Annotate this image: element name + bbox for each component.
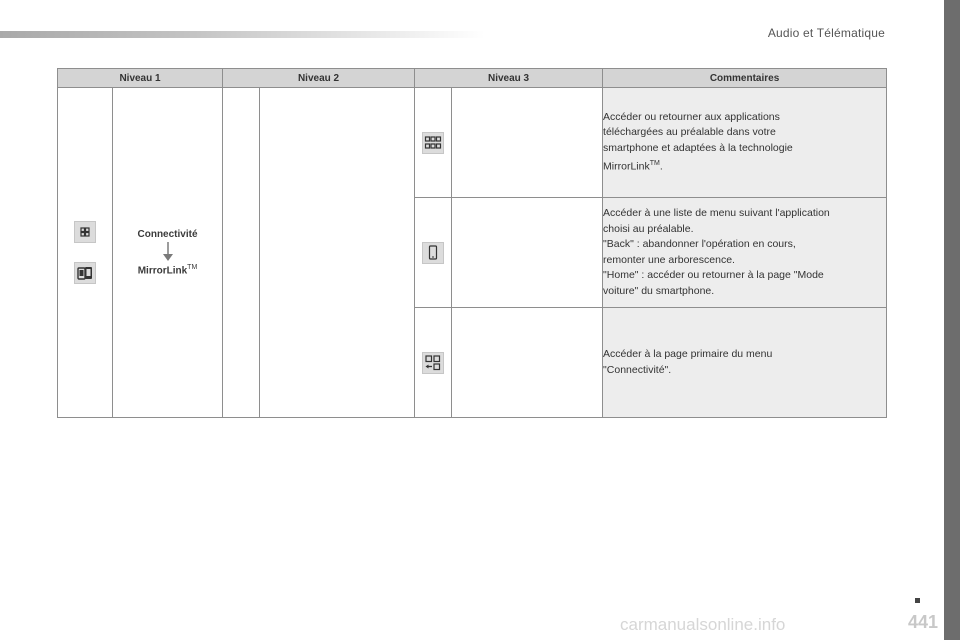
level3-icon-cell — [415, 88, 452, 198]
comment-cell: Accéder à la page primaire du menu "Connectivité". — [603, 308, 887, 418]
level3-label-cell — [452, 198, 603, 308]
level3-label-cell — [452, 88, 603, 198]
header-niveau-3: Niveau 3 — [415, 69, 603, 88]
watermark: carmanualsonline.info — [620, 615, 786, 634]
level3-label-cell — [452, 308, 603, 418]
back-to-connectivity-icon — [422, 352, 444, 374]
level2-icon-cell — [223, 88, 260, 418]
app-grid-icon — [422, 132, 444, 154]
side-strip — [944, 0, 960, 640]
table-row — [58, 88, 887, 198]
level3-icon-cell — [415, 308, 452, 418]
mirrorlink-label: MirrorLink™ — [137, 263, 198, 277]
table-header-row — [58, 69, 887, 88]
settings-table — [57, 68, 887, 418]
arrow-down-icon — [162, 241, 174, 263]
page-number: 441 — [908, 612, 939, 632]
header-commentaires: Commentaires — [603, 69, 887, 88]
header-niveau-1: Niveau 1 — [58, 69, 223, 88]
level3-icon-cell — [415, 198, 452, 308]
page-marker — [915, 598, 920, 603]
apps-grid-icon — [74, 221, 96, 243]
header-niveau-2: Niveau 2 — [223, 69, 415, 88]
mirrorlink-phone-icon — [74, 262, 96, 284]
top-gradient-bar — [0, 31, 485, 38]
level1-icon-cell — [58, 88, 113, 418]
level1-label-cell — [113, 88, 223, 418]
connectivite-label: Connectivité — [137, 228, 198, 240]
comment-cell: Accéder ou retourner aux applications téléchargées au préalable dans votre smartphone et adaptées à la technologie MirrorLink™. — [603, 88, 887, 198]
section-title: Audio et Télématique — [767, 26, 885, 40]
smartphone-icon — [422, 242, 444, 264]
level2-label-cell — [260, 88, 415, 418]
comment-cell: Accéder à une liste de menu suivant l'application choisi au préalable. "Back" : abandonner l'opération en cours, remonter une arborescence. "Home" : accéder ou retourner à la page "Mode voiture" du smartphone. — [603, 198, 887, 308]
